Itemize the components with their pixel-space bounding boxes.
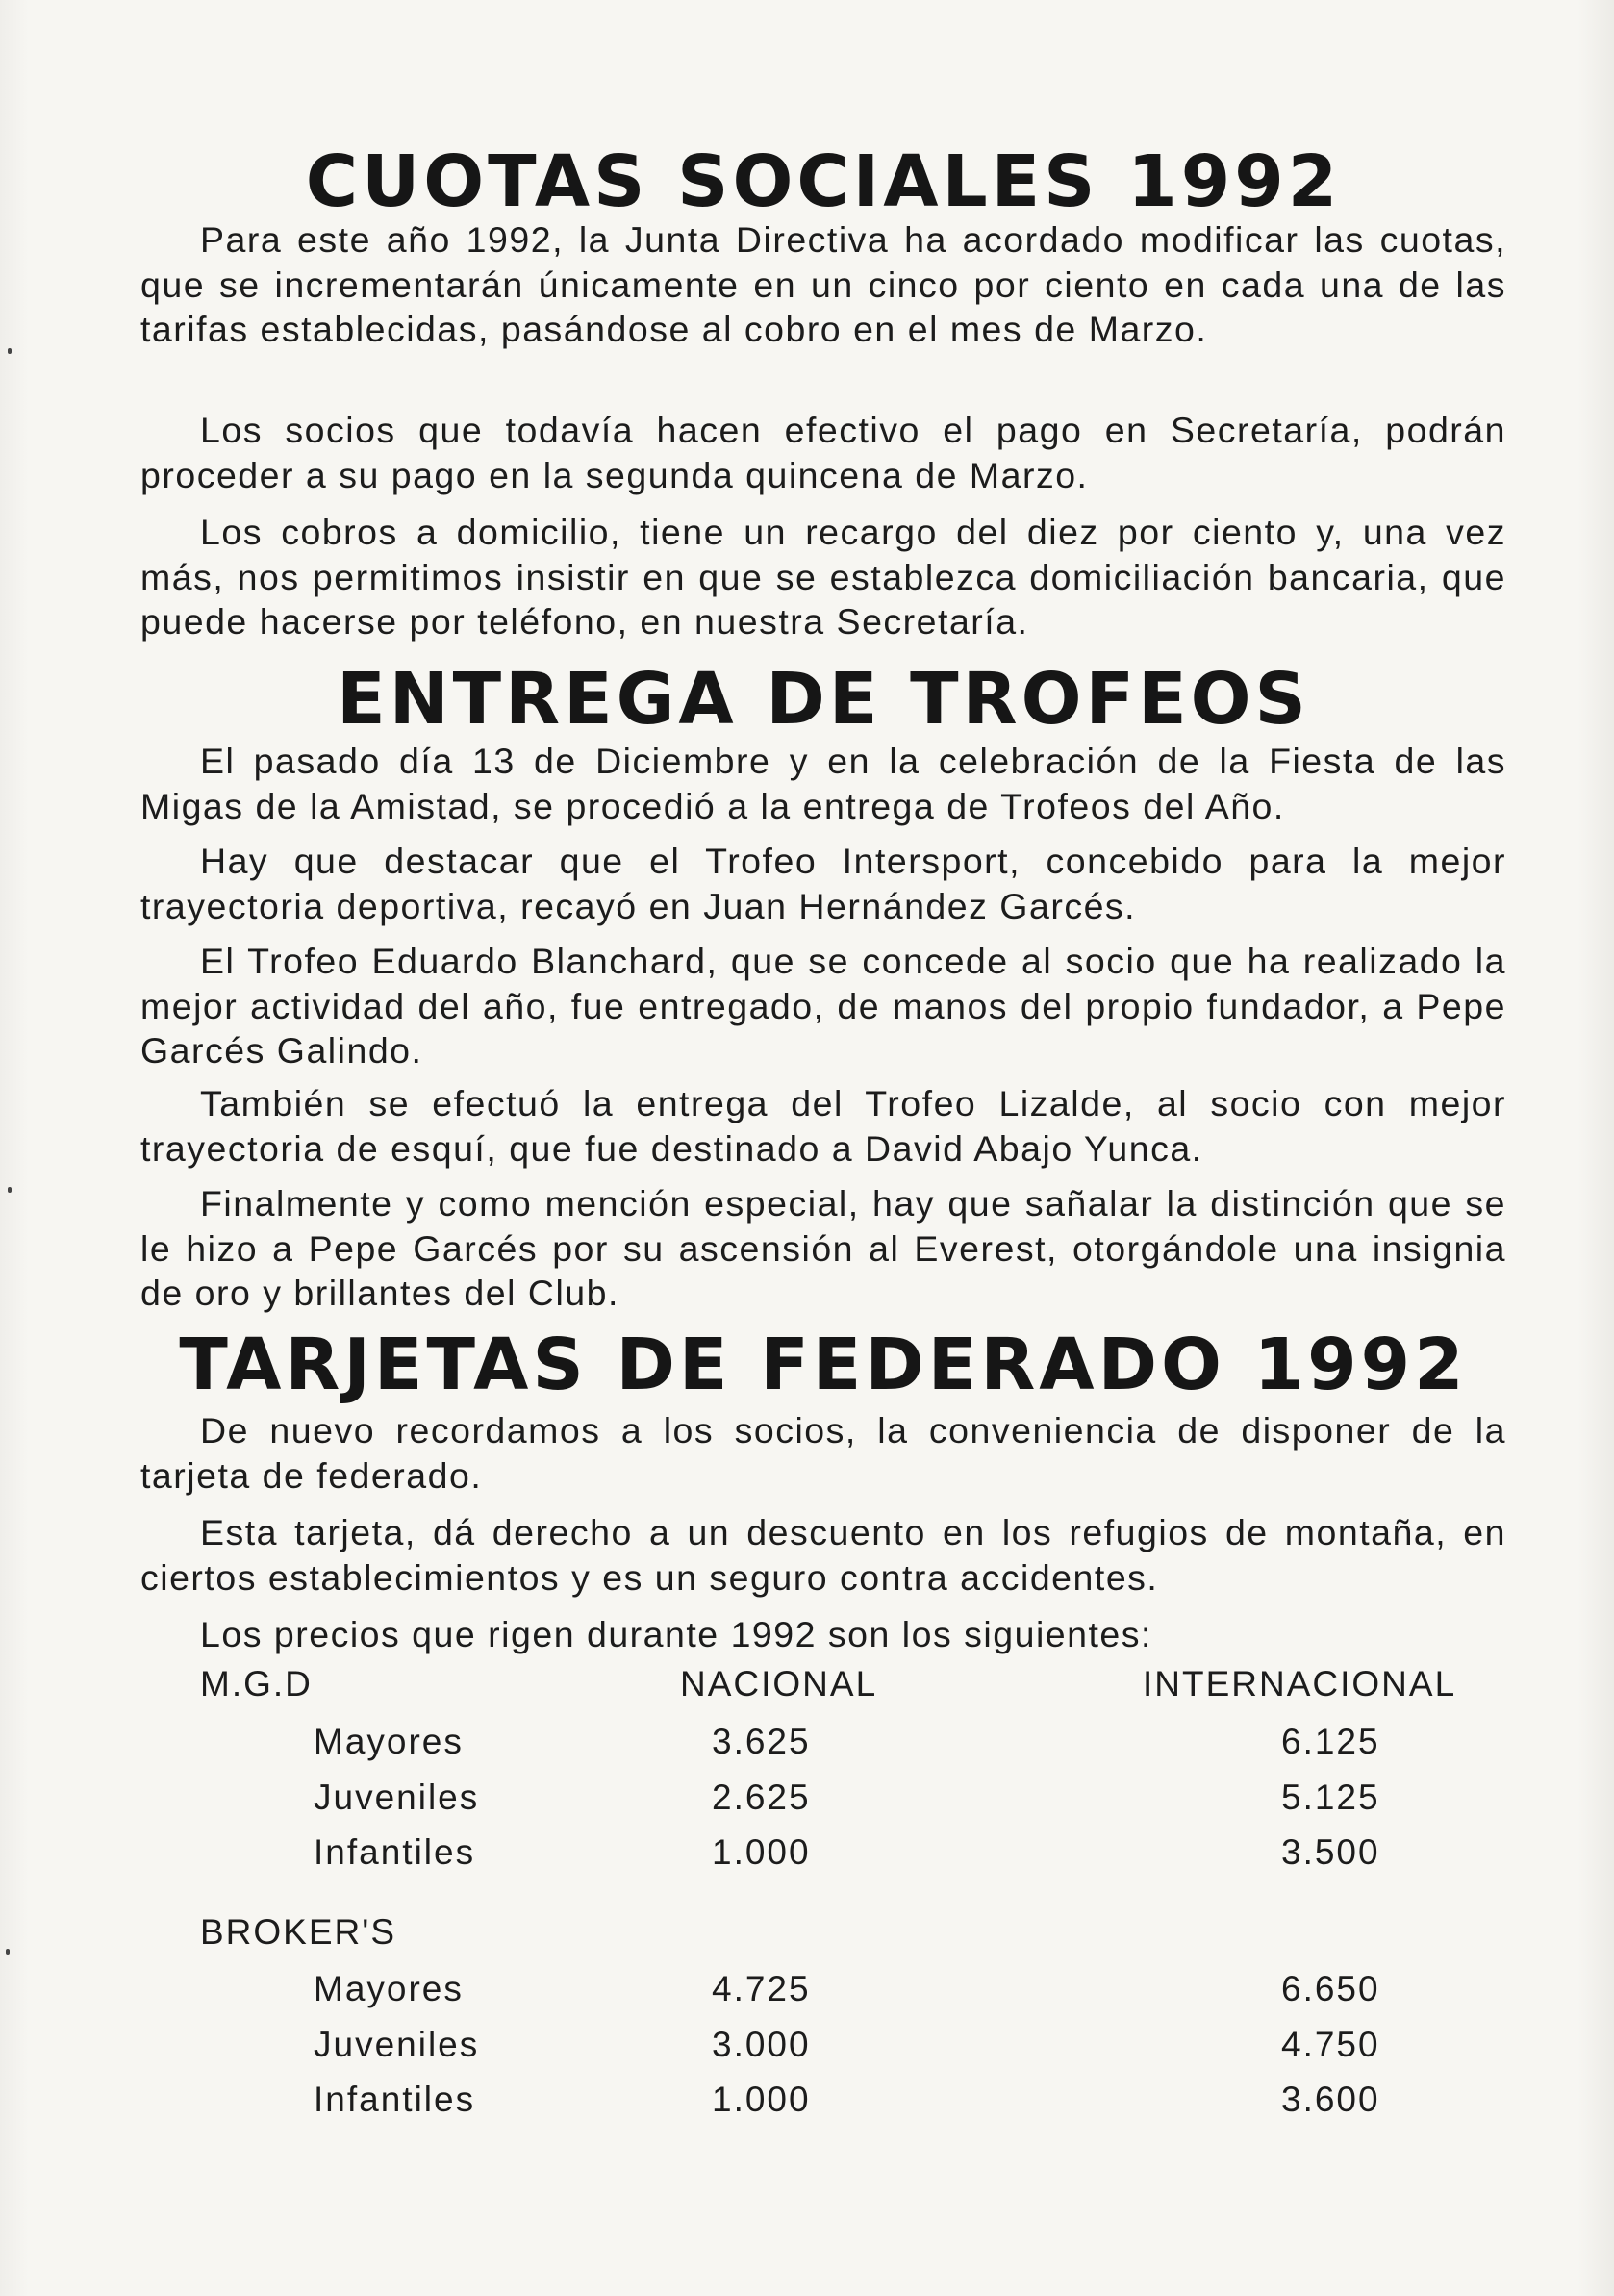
price-nacional: 3.000 [712, 2025, 811, 2064]
category-label: Mayores [314, 1969, 464, 2008]
category-label: Juveniles [314, 1778, 480, 1817]
paragraph: El Trofeo Eduardo Blanchard, que se concede al socio que ha realizado la mejor actividad del año, fue entregado, de manos del propio fundador, a Pepe Garcés Galindo. [140, 941, 1506, 1071]
price-internacional: 5.125 [1281, 1778, 1380, 1817]
paragraph: Esta tarjeta, dá derecho a un descuento en los refugios de montaña, en ciertos establecimientos y es un seguro contra accidentes. [140, 1512, 1506, 1598]
price-internacional: 4.750 [1281, 2025, 1380, 2064]
table-header-row [0, 1664, 1614, 1712]
table-row [0, 2025, 1614, 2073]
price-internacional: 3.500 [1281, 1832, 1380, 1872]
paragraph: De nuevo recordamos a los socios, la conveniencia de disponer de la tarjeta de federado. [140, 1410, 1506, 1496]
price-internacional: 6.650 [1281, 1969, 1380, 2008]
price-nacional: 2.625 [712, 1778, 811, 1817]
scan-speck [6, 1949, 10, 1955]
paragraph: Los socios que todavía hacen efectivo el pago en Secretaría, podrán proceder a su pago en la segunda quincena de Marzo. [140, 410, 1506, 495]
price-internacional: 3.600 [1281, 2080, 1380, 2119]
scan-speck [8, 1187, 12, 1193]
category-label: Infantiles [314, 2080, 476, 2119]
table-row [0, 2080, 1614, 2128]
section-title-cuotas-sociales: CUOTAS SOCIALES 1992 [305, 140, 1342, 223]
price-nacional: 4.725 [712, 1969, 811, 2008]
column-header-internacional: INTERNACIONAL [1143, 1664, 1457, 1703]
group-label-mgd: M.G.D [200, 1664, 313, 1703]
section-title-entrega-de-trofeos: ENTREGA DE TROFEOS [337, 658, 1310, 741]
table-row [0, 1722, 1614, 1770]
paragraph: Hay que destacar que el Trofeo Intersport, concebido para la mejor trayectoria deportiva, recayó en Juan Hernández Garcés. [140, 841, 1506, 926]
group-label-brokers: BROKER'S [200, 1912, 396, 1952]
price-internacional: 6.125 [1281, 1722, 1380, 1761]
table-row [0, 1778, 1614, 1826]
category-label: Mayores [314, 1722, 464, 1761]
price-nacional: 1.000 [712, 1832, 811, 1872]
section-title-tarjetas-de-federado: TARJETAS DE FEDERADO 1992 [179, 1324, 1468, 1406]
category-label: Juveniles [314, 2025, 480, 2064]
column-header-nacional: NACIONAL [680, 1664, 878, 1703]
table-row [0, 1832, 1614, 1880]
scan-speck [8, 348, 12, 354]
category-label: Infantiles [314, 1832, 476, 1872]
table-row [0, 1969, 1614, 2017]
paragraph: Finalmente y como mención especial, hay que sañalar la distinción que se le hizo a Pepe Garcés por su ascensión al Everest, otorgándole una insignia de oro y brillantes del Club. [140, 1183, 1506, 1313]
table-group-row [0, 1912, 1614, 1960]
paragraph: El pasado día 13 de Diciembre y en la celebración de la Fiesta de las Migas de la Amistad, se procedió a la entrega de Trofeos del Año. [140, 741, 1506, 826]
paragraph: También se efectuó la entrega del Trofeo Lizalde, al socio con mejor trayectoria de esquí, que fue destinado a David Abajo Yunca. [140, 1083, 1506, 1169]
paragraph: Los precios que rigen durante 1992 son los siguientes: [200, 1614, 1152, 1654]
price-nacional: 1.000 [712, 2080, 811, 2119]
paragraph: Para este año 1992, la Junta Directiva ha acordado modificar las cuotas, que se incrementarán únicamente en un cinco por ciento en cada una de las tarifas establecidas, pasándose al cobro en el mes de Marzo. [140, 219, 1506, 349]
paragraph: Los cobros a domicilio, tiene un recargo del diez por ciento y, una vez más, nos permitimos insistir en que se establezca domiciliación bancaria, que puede hacerse por teléfono, en nuestra Secretaría. [140, 512, 1506, 642]
price-nacional: 3.625 [712, 1722, 811, 1761]
